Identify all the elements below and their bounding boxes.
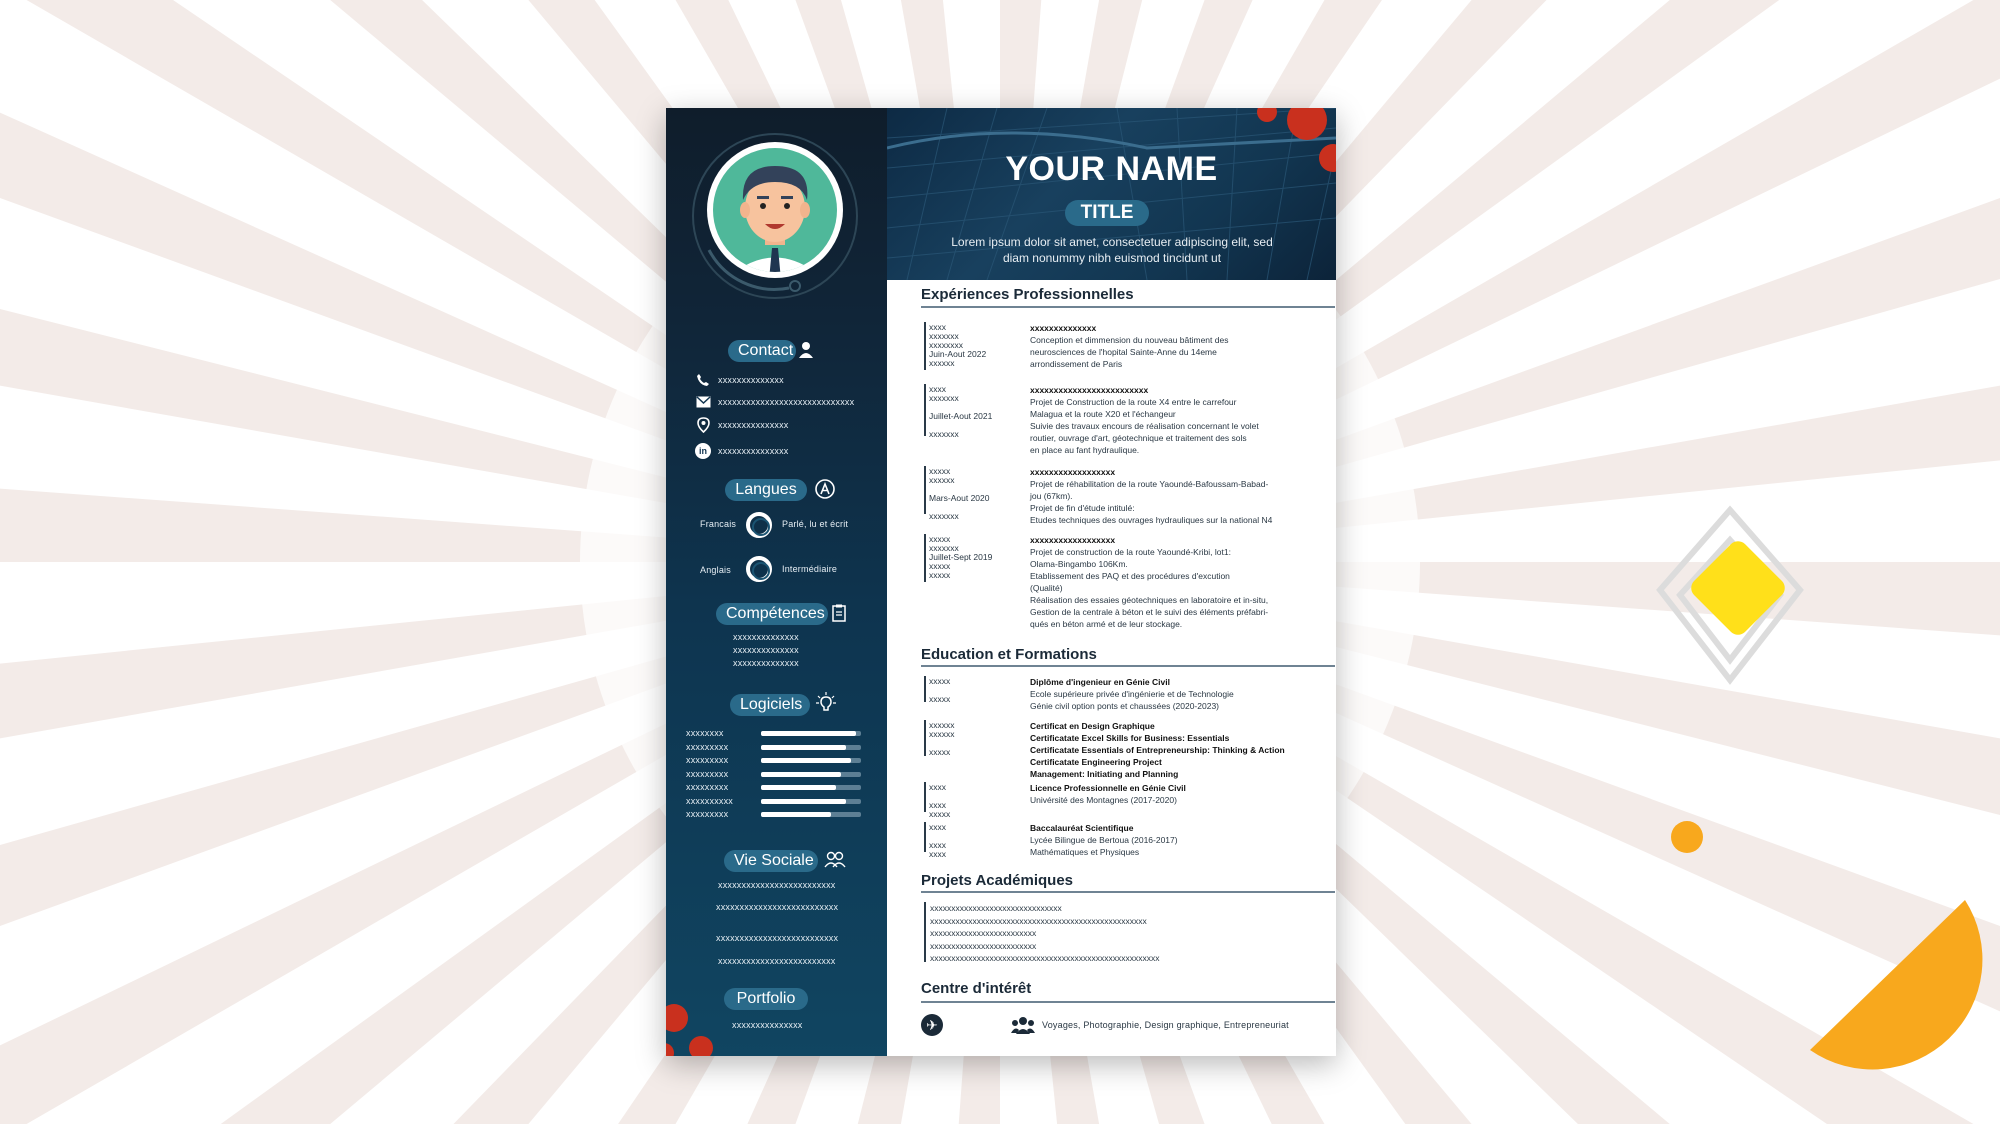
software-level-bar <box>761 745 846 750</box>
entry-details <box>1030 466 1330 526</box>
clipboard-icon <box>832 604 846 622</box>
entry-line: Génie civil option ponts et chaussées (2020-2023) <box>1030 701 1220 711</box>
timeline-bar <box>924 822 926 852</box>
entry-title: xxxxxxxxxxxxxxxxxx <box>1030 535 1116 545</box>
entry-details <box>1030 676 1330 712</box>
timeline-bar <box>924 534 926 582</box>
entry-line: arrondissement de Paris <box>1030 359 1123 369</box>
software-level-bar <box>761 785 836 790</box>
entry-date: xxxxx xxxxxxx Juillet-Sept 2019 xxxxx xxxxx <box>929 534 993 580</box>
entry-details <box>1030 534 1330 630</box>
entry-line: Projet de construction de la route Yaoundé-Kribi, lot1: <box>1030 547 1231 557</box>
resume-title: TITLE <box>1065 200 1149 226</box>
language-level-2: Intermédiaire <box>782 564 838 574</box>
software-level-bar <box>761 812 831 817</box>
software-name: xxxxxxxxx <box>686 768 729 779</box>
entry-date: xxxx xxxxxxx xxxxxxxx Juin-Aout 2022 xxxxxx <box>929 322 987 368</box>
language-name-2: Anglais <box>700 565 731 575</box>
resume-name: YOUR NAME <box>1005 150 1218 188</box>
entry-line: Projet de réhabilitation de la route Yaoundé-Bafoussam-Babad- <box>1030 479 1269 489</box>
entry-line: Lycée Bilingue de Bertoua (2016-2017) <box>1030 835 1178 845</box>
entry-date: xxxx xxxxxxx Juillet-Aout 2021 xxxxxxx <box>929 384 993 439</box>
timeline-bar <box>924 676 926 702</box>
entry-title: Licence Professionnelle en Génie Civil <box>1030 783 1186 793</box>
entry-title: xxxxxxxxxxxxxxxxxxxxxxxxx <box>1030 385 1149 395</box>
software-level-bar <box>761 758 851 763</box>
linkedin-icon: in <box>695 443 711 459</box>
resume-sidebar <box>666 108 887 1056</box>
mail-icon <box>696 396 711 408</box>
entry-line: Ecole supérieure privée d'ingénierie et de Technologie <box>1030 689 1234 699</box>
entry-details <box>1030 782 1330 806</box>
software-level-bar <box>761 772 841 777</box>
resume-summary: Lorem ipsum dolor sit amet, consectetuer adipiscing elit, sed diam nonummy nibh euismod tincidunt ut <box>951 235 1273 265</box>
contact-linkedin: xxxxxxxxxxxxxxx <box>718 446 789 456</box>
social-item-2: xxxxxxxxxxxxxxxxxxxxxxxxxx <box>716 902 839 912</box>
skill-item-2: xxxxxxxxxxxxxx <box>733 645 799 655</box>
project-item: xxxxxxxxxxxxxxxxxxxxxxxxx <box>930 940 1037 951</box>
entry-line: jou (67km). <box>1030 491 1073 501</box>
software-level-bar <box>761 799 846 804</box>
languages-heading: Langues <box>725 479 807 501</box>
entry-line: qués en béton armé et de leur stockage. <box>1030 619 1183 629</box>
projects-divider <box>921 891 1335 893</box>
contact-email: xxxxxxxxxxxxxxxxxxxxxxxxxxxxx <box>718 397 855 407</box>
education-divider <box>921 665 1335 667</box>
entry-line: Gestion de la centrale à béton et le suivi des éléments préfabri- <box>1030 607 1269 617</box>
software-heading: Logiciels <box>730 694 810 716</box>
phone-icon <box>696 373 710 387</box>
entry-line: Certificatate Excel Skills for Business: Essentials <box>1030 733 1230 743</box>
entry-line: Certificatate Essentials of Entrepreneurship: Thinking & Action <box>1030 745 1285 755</box>
entry-details <box>1030 822 1330 858</box>
experience-divider <box>921 306 1335 308</box>
entry-line: Olama-Bingambo 106Km. <box>1030 559 1128 569</box>
location-icon <box>697 417 710 433</box>
entry-line: (Qualité) <box>1030 583 1063 593</box>
entry-line: Etablissement des PAQ et des procédures d'excution <box>1030 571 1230 581</box>
entry-date: xxxx xxxx xxxx <box>929 822 946 859</box>
interests-text: Voyages, Photographie, Design graphique, Entrepreneuriat <box>1042 1020 1289 1030</box>
entry-date: xxxxx xxxxx <box>929 676 951 704</box>
entry-title: xxxxxxxxxxxxxx <box>1030 323 1097 333</box>
social-item-3: xxxxxxxxxxxxxxxxxxxxxxxxxx <box>716 933 839 943</box>
interests-heading: Centre d'intérêt <box>921 980 1032 997</box>
software-name: xxxxxxxxxx <box>686 795 733 806</box>
language-level-1: Parlé, lu et écrit <box>782 519 849 529</box>
software-name: xxxxxxxxx <box>686 755 729 765</box>
language-level-ring-1 <box>746 512 772 538</box>
social-item-1: xxxxxxxxxxxxxxxxxxxxxxxxx <box>718 880 836 890</box>
deco-orange-dot <box>1670 820 1704 854</box>
lightbulb-icon <box>816 692 836 714</box>
entry-title: Certificat en Design Graphique <box>1030 721 1155 731</box>
entry-line: Certificatate Engineering Project <box>1030 757 1162 767</box>
social-item-4: xxxxxxxxxxxxxxxxxxxxxxxxx <box>718 956 836 966</box>
deco-orange-half-circle <box>1790 890 1990 1090</box>
entry-line: neurosciences de l'hopital Sainte-Anne du 14eme <box>1030 347 1217 357</box>
contact-location: xxxxxxxxxxxxxxx <box>718 420 789 430</box>
entry-line: routier, ouvrage d'art, géotechnique et traitement des sols <box>1030 433 1247 443</box>
education-heading: Education et Formations <box>921 646 1097 663</box>
software-name: xxxxxxxxx <box>686 741 729 752</box>
language-icon <box>814 478 836 500</box>
timeline-bar <box>924 384 926 436</box>
avatar <box>689 130 861 302</box>
entry-line: Malagua et la route X20 et l'échangeur <box>1030 409 1176 419</box>
entry-line: Suivie des travaux encours de réalisation concernant le volet <box>1030 421 1259 431</box>
skills-heading: Compétences <box>716 603 828 625</box>
entry-line: Management: Initiating and Planning <box>1030 769 1179 779</box>
experience-heading: Expériences Professionnelles <box>921 286 1134 303</box>
projects-timeline <box>924 902 926 962</box>
project-item: xxxxxxxxxxxxxxxxxxxxxxxxxxxxxxx <box>930 903 1062 913</box>
timeline-bar <box>924 322 926 370</box>
interests-divider <box>921 1001 1335 1003</box>
contact-heading: Contact <box>728 340 796 362</box>
resume-document <box>666 108 1336 1056</box>
resume-header <box>887 108 1336 280</box>
language-name-1: Francais <box>700 519 737 529</box>
timeline-bar <box>924 466 926 514</box>
software-name: xxxxxxxxx <box>686 809 729 819</box>
entry-date: xxxxxx xxxxxx xxxxx <box>929 720 955 757</box>
entry-title: xxxxxxxxxxxxxxxxxx <box>1030 467 1116 477</box>
project-item: xxxxxxxxxxxxxxxxxxxxxxxxxxxxxxxxxxxxxxxxxxxxxxxxxxx <box>930 915 1147 926</box>
entry-line: Réalisation des essaies géotechniques en laboratoire et in-situ, <box>1030 595 1269 605</box>
social-heading: Vie Sociale <box>724 850 818 872</box>
portfolio-heading: Portfolio <box>724 988 808 1010</box>
software-name: xxxxxxxxx <box>686 782 729 792</box>
software-name: xxxxxxxx <box>686 728 724 738</box>
skill-item-3: xxxxxxxxxxxxxx <box>733 658 799 668</box>
entry-details <box>1030 322 1330 370</box>
entry-line: Projet de fin d'étude intitulé: <box>1030 503 1135 513</box>
project-item: xxxxxxxxxxxxxxxxxxxxxxxxxxxxxxxxxxxxxxxxxxxxxxxxxxxxxx <box>930 953 1160 963</box>
projects-heading: Projets Académiques <box>921 872 1073 889</box>
entry-line: Etudes techniques des ouvrages hydrauliques sur la national N4 <box>1030 515 1273 525</box>
contact-phone: xxxxxxxxxxxxxx <box>718 375 784 385</box>
deco-yellow-diamond <box>1680 530 1796 646</box>
portfolio-link[interactable]: xxxxxxxxxxxxxxx <box>732 1020 803 1030</box>
language-level-ring-2 <box>746 556 772 582</box>
entry-line: Mathématiques et Physiques <box>1030 847 1140 857</box>
entry-title: Baccalauréat Scientifique <box>1030 823 1134 833</box>
entry-line: Univérsité des Montagnes (2017-2020) <box>1030 795 1177 805</box>
entry-date: xxxxx xxxxxx Mars-Aout 2020 xxxxxxx <box>929 466 990 521</box>
people-icon <box>1011 1016 1035 1034</box>
entry-line: Projet de Construction de la route X4 entre le carrefour <box>1030 397 1237 407</box>
entry-line: en place au fant hydraulique. <box>1030 445 1140 455</box>
entry-title: Diplôme d'ingenieur en Génie Civil <box>1030 677 1170 687</box>
project-item: xxxxxxxxxxxxxxxxxxxxxxxxx <box>930 928 1037 938</box>
entry-line: Conception et dimmension du nouveau bâtiment des <box>1030 335 1229 345</box>
timeline-bar <box>924 782 926 812</box>
entry-details <box>1030 384 1330 456</box>
software-level-bar <box>761 731 856 736</box>
timeline-bar <box>924 720 926 756</box>
group-icon <box>824 850 846 870</box>
skill-item-1: xxxxxxxxxxxxxx <box>733 632 799 642</box>
person-icon <box>798 341 814 359</box>
entry-details <box>1030 720 1330 780</box>
entry-date: xxxx xxxx xxxxx <box>929 782 951 819</box>
airplane-icon: ✈ <box>921 1014 943 1036</box>
